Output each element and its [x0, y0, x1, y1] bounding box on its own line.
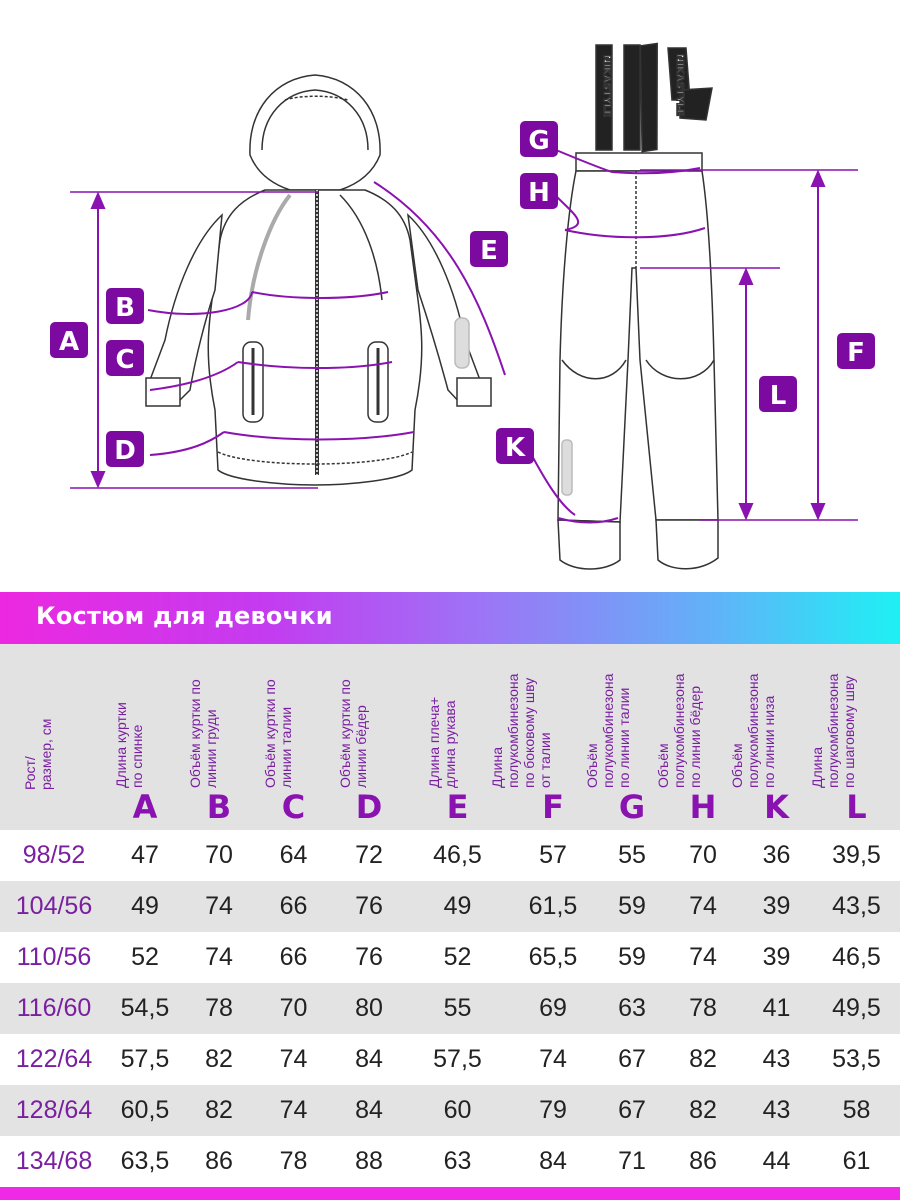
value-cell: 41 — [762, 994, 791, 1022]
value-cell: 86 — [689, 1147, 717, 1175]
value-cell: 76 — [355, 943, 383, 971]
value-cell: 84 — [355, 1045, 383, 1073]
size-table-body — [0, 830, 900, 1187]
title-banner — [0, 592, 900, 644]
svg-text:NIKASTYLE: NIKASTYLE — [674, 54, 685, 117]
value-cell: 57,5 — [433, 1045, 482, 1073]
value-cell: 43 — [762, 1045, 791, 1073]
table-row — [0, 932, 900, 983]
svg-text:NIKASTYLE: NIKASTYLE — [601, 55, 612, 118]
value-cell: 82 — [689, 1045, 717, 1073]
badge-k — [496, 428, 534, 464]
value-cell: 59 — [618, 892, 646, 920]
value-cell: 78 — [205, 994, 233, 1022]
value-cell: 55 — [618, 841, 646, 869]
header-label: Длина куртки по спинке — [113, 702, 145, 788]
svg-text:C: C — [115, 345, 135, 375]
value-cell: 46,5 — [832, 943, 881, 971]
size-cell: 122/64 — [15, 1045, 93, 1073]
svg-text:G: G — [528, 126, 550, 156]
value-cell: 44 — [762, 1147, 791, 1175]
badge-b — [106, 288, 144, 324]
value-cell: 49,5 — [832, 994, 881, 1022]
value-cell: 57,5 — [120, 1045, 170, 1073]
badge-a — [50, 322, 88, 358]
value-cell: 66 — [279, 943, 308, 971]
value-cell: 69 — [539, 994, 567, 1022]
table-row — [0, 1085, 900, 1136]
header-label: Длина полукомбинезона по боковому шву от талии — [489, 673, 553, 788]
value-cell: 84 — [355, 1096, 383, 1124]
value-cell: 63,5 — [120, 1147, 170, 1175]
value-cell: 63 — [443, 1147, 472, 1175]
value-cell: 74 — [539, 1045, 567, 1073]
value-cell: 74 — [689, 892, 717, 920]
table-row — [0, 983, 900, 1034]
value-cell: 49 — [443, 892, 472, 920]
jacket-illustration — [146, 75, 491, 485]
value-cell: 39 — [762, 892, 791, 920]
value-cell: 43,5 — [832, 892, 881, 920]
badge-g — [520, 121, 558, 157]
header-letter-d: D — [355, 788, 383, 826]
value-cell: 54,5 — [120, 994, 170, 1022]
header-letter-k: K — [764, 788, 789, 826]
svg-text:B: B — [115, 293, 135, 323]
badge-d — [106, 431, 144, 467]
value-cell: 71 — [618, 1147, 646, 1175]
header-letter-c: C — [281, 788, 306, 826]
value-cell: 63 — [618, 994, 646, 1022]
value-cell: 61,5 — [528, 892, 578, 920]
table-row — [0, 1136, 900, 1187]
header-label: Объём полукомбинезона по линии талии — [584, 673, 632, 788]
value-cell: 74 — [279, 1045, 308, 1073]
value-cell: 70 — [689, 841, 717, 869]
header-label: Длина плеча+ длина рукава — [425, 696, 458, 788]
value-cell: 39 — [762, 943, 791, 971]
header-col-l — [808, 644, 900, 830]
value-cell: 70 — [205, 841, 233, 869]
value-cell: 52 — [131, 943, 159, 971]
size-cell: 98/52 — [22, 841, 86, 869]
value-cell: 78 — [689, 994, 717, 1022]
badge-h — [520, 173, 558, 209]
size-cell: 134/68 — [15, 1147, 93, 1175]
header-col-k — [728, 644, 813, 830]
value-cell: 66 — [279, 892, 308, 920]
size-cell: 110/56 — [16, 943, 92, 971]
value-cell: 46,5 — [433, 841, 482, 869]
value-cell: 88 — [355, 1147, 383, 1175]
header-label: Длина полукомбинезона по шаговому шву — [808, 673, 857, 788]
size-cell: 104/56 — [15, 892, 93, 920]
value-cell: 78 — [279, 1147, 308, 1175]
header-label: Объём куртки по линии бёдер — [337, 679, 369, 788]
value-cell: 43 — [762, 1096, 791, 1124]
value-cell: 59 — [618, 943, 646, 971]
svg-text:A: A — [58, 327, 80, 357]
header-letter-a: A — [132, 788, 158, 826]
value-cell: 79 — [539, 1096, 567, 1124]
value-cell: 60 — [443, 1096, 472, 1124]
badge-c — [106, 340, 144, 376]
size-cell: 116/60 — [16, 994, 92, 1022]
banner-title: Костюм для девочки — [36, 602, 333, 630]
header-letter-h: H — [689, 788, 717, 826]
table-row — [0, 830, 900, 881]
header-letter-f: F — [542, 788, 564, 826]
size-diagram — [0, 0, 900, 590]
value-cell: 74 — [689, 943, 717, 971]
value-cell: 52 — [443, 943, 472, 971]
header-col-b — [182, 644, 256, 830]
svg-text:L: L — [769, 381, 787, 411]
svg-text:H: H — [528, 178, 550, 208]
svg-text:D: D — [114, 436, 136, 466]
value-cell: 53,5 — [832, 1045, 881, 1073]
value-cell: 64 — [279, 841, 308, 869]
size-cell: 128/64 — [15, 1096, 93, 1124]
header-label: Рост/ размер, см — [22, 718, 54, 790]
header-col-c — [256, 644, 331, 830]
value-cell: 67 — [618, 1045, 646, 1073]
value-cell: 49 — [131, 892, 159, 920]
header-label: Объём полукомбинезона по линии бёдер — [655, 673, 703, 788]
value-cell: 36 — [762, 841, 791, 869]
header-col-a — [108, 644, 182, 830]
value-cell: 74 — [205, 892, 233, 920]
badge-l — [759, 376, 797, 412]
header-col-size — [0, 644, 108, 830]
value-cell: 39,5 — [832, 841, 881, 869]
badge-e — [470, 231, 508, 267]
header-col-d — [331, 644, 407, 830]
bottom-bar — [0, 1187, 900, 1200]
badge-f — [837, 333, 875, 369]
svg-text:E: E — [480, 236, 498, 266]
value-cell: 74 — [279, 1096, 308, 1124]
value-cell: 70 — [279, 994, 308, 1022]
value-cell: 47 — [131, 841, 159, 869]
header-label: Объём куртки по линии талии — [261, 679, 294, 788]
value-cell: 80 — [355, 994, 383, 1022]
value-cell: 58 — [842, 1096, 871, 1124]
header-letter-l: L — [846, 788, 867, 826]
svg-text:F: F — [847, 338, 865, 368]
value-cell: 76 — [355, 892, 383, 920]
table-row — [0, 881, 900, 932]
value-cell: 84 — [539, 1147, 567, 1175]
overalls-illustration — [558, 43, 718, 569]
value-cell: 82 — [205, 1096, 233, 1124]
size-table-header — [0, 644, 900, 830]
svg-text:K: K — [504, 433, 526, 463]
value-cell: 61 — [842, 1147, 871, 1175]
value-cell: 65,5 — [528, 943, 578, 971]
value-cell: 57 — [539, 841, 567, 869]
table-row — [0, 1034, 900, 1085]
header-letter-e: E — [446, 788, 469, 826]
value-cell: 82 — [205, 1045, 233, 1073]
value-cell: 55 — [443, 994, 472, 1022]
value-cell: 74 — [205, 943, 233, 971]
value-cell: 82 — [689, 1096, 717, 1124]
value-cell: 86 — [205, 1147, 233, 1175]
header-label: Объём полукомбинезона по линии низа — [728, 673, 777, 788]
value-cell: 67 — [618, 1096, 646, 1124]
measurement-badges — [50, 121, 875, 467]
header-letter-b: B — [206, 788, 232, 826]
value-cell: 72 — [355, 841, 383, 869]
header-letter-g: G — [618, 788, 646, 826]
header-label: Объём куртки по линии груди — [187, 679, 219, 788]
value-cell: 60,5 — [120, 1096, 170, 1124]
